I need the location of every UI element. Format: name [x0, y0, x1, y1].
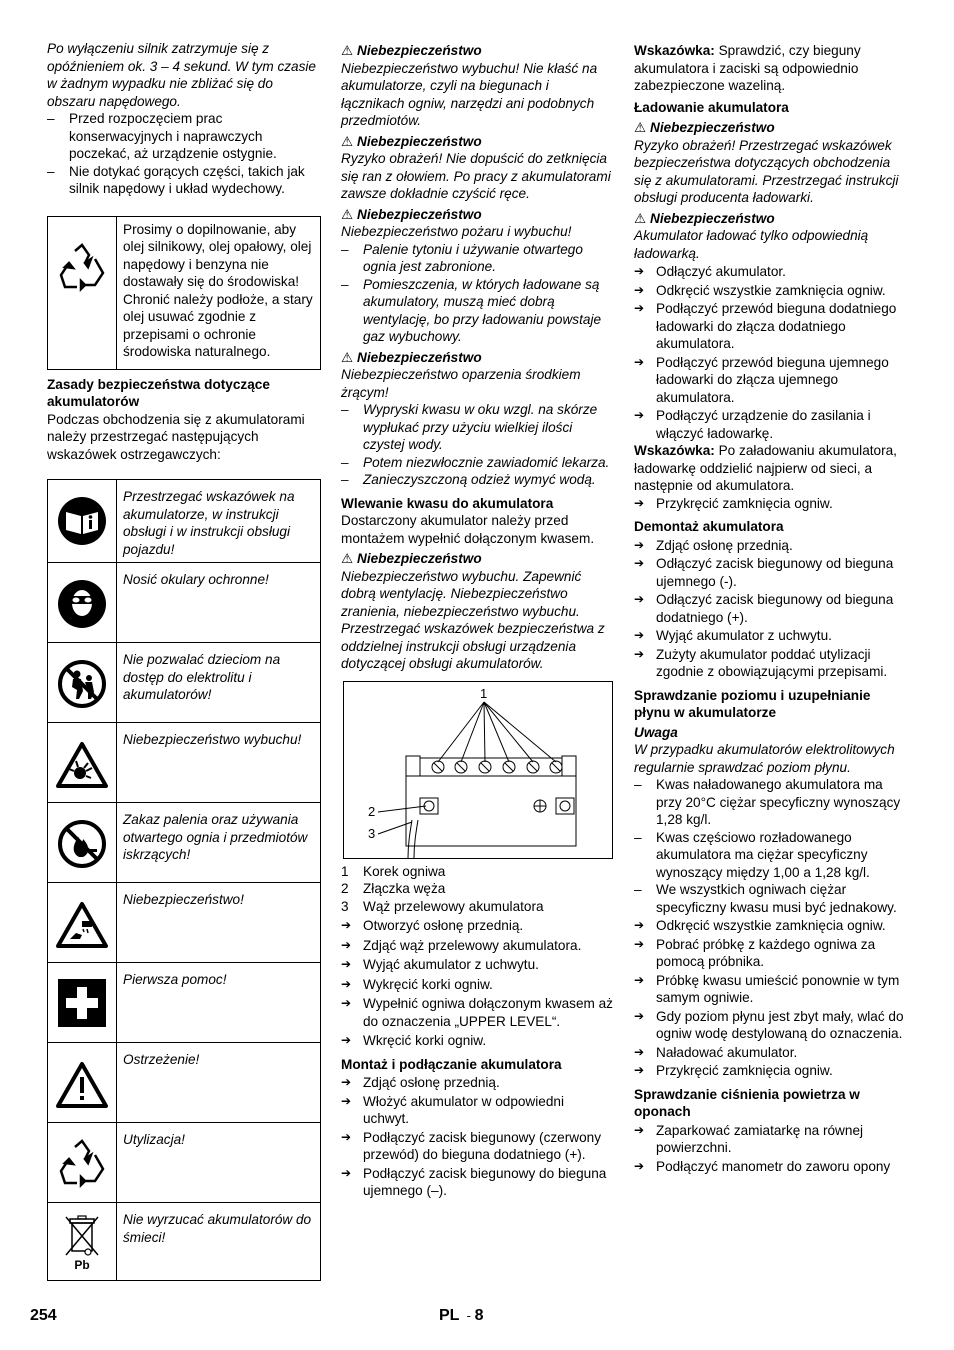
recycle-icon — [48, 216, 117, 369]
step-item: ➔ Zużyty akumulator poddać utylizacji zgodnie z obowiązującymi przepisami. — [634, 646, 906, 681]
list-item: – Pomieszczenia, w których ładowane są akumulatory, muszą mieć dobrą wentylację, bo przy ładowaniu powstaje gaz wybuchowy. — [341, 276, 613, 346]
step-item: ➔ Wykręcić korki ogniw. — [341, 976, 613, 994]
step-item: ➔ Wkręcić korki ogniw. — [341, 1032, 613, 1050]
step-item: ➔ Odłączyć zacisk biegunowy od bieguna dodatniego (+). — [634, 591, 906, 626]
table-row — [48, 563, 321, 643]
caution-label: Uwaga — [634, 724, 678, 740]
step-item: ➔ Przykręcić zamknięcia ogniw. — [634, 1062, 906, 1080]
page-footer — [0, 1307, 954, 1331]
warning-triangle-icon: ⚠ — [341, 551, 354, 566]
warning-triangle-icon: ⚠ — [634, 210, 647, 226]
warning-triangle-icon: ⚠ — [341, 43, 354, 58]
warning-text: Nie pozwalać dzieciom na dostęp do elektrolitu i akumulatorów! — [117, 643, 321, 723]
table-row — [48, 480, 321, 563]
step-item: ➔ Podłączyć zacisk biegunowy (czerwony przewód) do bieguna dodatniego (+). — [341, 1129, 613, 1164]
warning-text: Utylizacja! — [117, 1123, 321, 1203]
crossed-bin-icon — [48, 1203, 117, 1281]
note-paragraph: Wskazówka: Sprawdzić, czy bieguny akumulatora i zaciski są odpowiednio zabezpieczone wazeliną. — [634, 43, 861, 93]
warning-triangle-icon: ⚠ — [341, 133, 354, 149]
danger-text: Niebezpieczeństwo pożaru i wybuchu! — [341, 224, 572, 239]
warning-text: Zakaz palenia oraz używania otwartego ognia i przedmiotów iskrzących! — [117, 803, 321, 883]
dismount-heading: Demontaż akumulatora — [634, 519, 784, 534]
list-item: – Przed rozpoczęciem prac konserwacyjnych i naprawczych poczekać, aż urządzenie ostygnie. — [47, 110, 321, 163]
step-item: ➔ Naładować akumulator. — [634, 1044, 906, 1062]
recycle-icon — [48, 1123, 117, 1203]
goggles-icon — [48, 563, 117, 643]
tire-pressure-heading: Sprawdzanie ciśnienia powietrza w oponach — [634, 1086, 860, 1119]
column-left — [47, 40, 321, 1281]
step-item: ➔ Wyjąć akumulator z uchwytu. — [634, 627, 906, 645]
danger-text: Akumulator ładować tylko odpowiednią ładowarką. — [634, 228, 869, 261]
environment-box — [47, 216, 321, 370]
danger-heading: ⚠ Niebezpieczeństwo — [341, 43, 482, 58]
list-item: – Kwas naładowanego akumulatora ma przy 20°C ciężar specyficzny wynoszący 1,28 kg/l. — [634, 776, 906, 829]
step-item: ➔ Zdjąć wąż przelewowy akumulatora. — [341, 937, 613, 955]
battery-safety-heading: Zasady bezpieczeństwa dotyczące akumulatorów — [47, 376, 270, 409]
column-middle — [341, 40, 613, 1200]
legend-item: 3 Wąż przelewowy akumulatora — [341, 898, 544, 914]
step-item: ➔ Pobrać próbkę z każdego ogniwa za pomocą próbnika. — [634, 936, 906, 971]
warning-icon — [48, 1043, 117, 1123]
warning-text: Niebezpieczeństwo wybuchu! — [117, 723, 321, 803]
explosion-icon — [48, 723, 117, 803]
corrosive-icon — [48, 883, 117, 963]
step-item: ➔ Podłączyć urządzenie do zasilania i włączyć ładowarkę. — [634, 407, 906, 442]
warning-text: Ostrzeżenie! — [117, 1043, 321, 1123]
table-row — [48, 643, 321, 723]
danger-heading: ⚠ Niebezpieczeństwo — [634, 210, 775, 226]
warning-triangle-icon: ⚠ — [341, 206, 354, 222]
page-number: 254 — [30, 1307, 57, 1324]
step-item: ➔ Odłączyć zacisk biegunowy od bieguna ujemnego (-). — [634, 555, 906, 590]
list-item: – Potem niezwłocznie zawiadomić lekarza. — [341, 454, 613, 472]
mount-heading: Montaż i podłączanie akumulatora — [341, 1056, 562, 1072]
table-row — [48, 1203, 321, 1281]
engine-stop-note: Po wyłączeniu silnik zatrzymuje się z opóźnieniem ok. 3 – 4 sekund. W tym czasie w żadnym wypadku nie zbliżać się do obszaru napędowego. — [47, 41, 316, 109]
pb-label: Pb — [74, 1258, 90, 1272]
danger-heading: ⚠ Niebezpieczeństwo — [634, 120, 775, 135]
step-item: ➔ Odkręcić wszystkie zamknięcia ogniw. — [634, 282, 906, 300]
step-item: ➔ Przykręcić zamknięcia ogniw. — [634, 495, 906, 513]
danger-text: Ryzyko obrażeń! Nie dopuścić do zetknięcia się ran z ołowiem. Po pracy z akumulatorami zawsze dokładnie czyścić ręce. — [341, 151, 611, 201]
list-item: – Zanieczyszczoną odzież wymyć wodą. — [341, 471, 613, 489]
fill-acid-heading: Wlewanie kwasu do akumulatora — [341, 495, 554, 511]
step-item: ➔ Odłączyć akumulator. — [634, 263, 906, 281]
fill-acid-intro: Dostarczony akumulator należy przed montażem wypełnić dołączonym kwasem. — [341, 513, 595, 546]
step-item: ➔ Podłączyć manometr do zaworu opony — [634, 1158, 906, 1176]
step-item: ➔ Próbkę kwasu umieścić ponownie w tym samym ogniwie. — [634, 972, 906, 1007]
manual-icon — [48, 480, 117, 563]
warning-text: Nosić okulary ochronne! — [117, 563, 321, 643]
danger-heading: ⚠ Niebezpieczeństwo — [341, 206, 482, 222]
list-item: – We wszystkich ogniwach ciężar specyficzny kwasu musi być jednakowy. — [634, 881, 906, 916]
step-item: ➔ Podłączyć zacisk biegunowy do bieguna ujemnego (–). — [341, 1165, 613, 1200]
no-fire-icon — [48, 803, 117, 883]
charge-heading: Ładowanie akumulatora — [634, 99, 789, 115]
warning-text: Niebezpieczeństwo! — [117, 883, 321, 963]
first-aid-icon — [48, 963, 117, 1043]
table-row — [48, 1043, 321, 1123]
danger-text: Niebezpieczeństwo wybuchu! Nie kłaść na akumulatorze, czyli na biegunach i łącznikach ogniw, narzędzi ani podobnych przedmiotów. — [341, 60, 598, 128]
step-item: ➔ Podłączyć przewód bieguna dodatniego ładowarki do złącza dodatniego akumulatora. — [634, 300, 906, 353]
danger-text: Ryzyko obrażeń! Przestrzegać wskazówek bezpieczeństwa dotyczących obchodzenia się z akumulatorami. Przestrzegać instrukcji obsługi producenta ładowarki. — [634, 137, 899, 205]
danger-text: Niebezpieczeństwo oparzenia środkiem żrącym! — [341, 367, 581, 400]
table-row — [48, 803, 321, 883]
warning-text: Pierwsza pomoc! — [117, 963, 321, 1043]
step-item: ➔ Wyjąć akumulator z uchwytu. — [341, 956, 613, 974]
step-item: ➔ Gdy poziom płynu jest zbyt mały, wlać do ogniw wodę destylowaną do oznaczenia. — [634, 1008, 906, 1043]
fluid-level-heading: Sprawdzanie poziomu i uzupełnianie płynu w akumulatorze — [634, 687, 871, 720]
danger-heading: ⚠ Niebezpieczeństwo — [341, 551, 482, 566]
step-item: ➔ Wypełnić ogniwa dołączonym kwasem aż do oznaczenia „UPPER LEVEL“. — [341, 995, 613, 1030]
danger-heading: ⚠ Niebezpieczeństwo — [341, 133, 482, 149]
step-item: ➔ Zdjąć osłonę przednią. — [341, 1074, 613, 1092]
diagram-label: 2 — [368, 803, 376, 819]
danger-heading: ⚠ Niebezpieczeństwo — [341, 349, 482, 365]
step-item: ➔ Odkręcić wszystkie zamknięcia ogniw. — [634, 917, 906, 935]
no-children-icon — [48, 643, 117, 723]
environment-text: Prosimy o dopilnowanie, aby olej silnikowy, olej opałowy, olej napędowy i benzyna nie dostawały się do środowiska! Chronić należy podłoże, a stary olej usuwać zgodnie z przepisami o ochronie środowiska naturalnego. — [117, 216, 321, 369]
table-row — [48, 1123, 321, 1203]
note-paragraph: Wskazówka: Po załadowaniu akumulatora, ładowarkę oddzielić najpierw od sieci, a następnie od akumulatora. — [634, 443, 897, 493]
list-item: – Wypryski kwasu w oku wzgl. na skórze wypłukać przy użyciu wielkiej ilości czystej wody. — [341, 401, 613, 454]
step-item: ➔ Podłączyć przewód bieguna ujemnego ładowarki do złącza ujemnego akumulatora. — [634, 354, 906, 407]
danger-text: Niebezpieczeństwo wybuchu. Zapewnić dobrą wentylację. Niebezpieczeństwo zranienia, niebezpieczeństwo wybuchu. Przestrzegać wskazówek bezpieczeństwa z oddzielnej instrukcji obsługi urządzenia dotyczącej obsługi akumulatorów. — [341, 568, 605, 671]
table-row — [48, 963, 321, 1043]
language-page: PL - 8 — [439, 1307, 484, 1324]
table-row — [48, 883, 321, 963]
table-row — [48, 723, 321, 803]
warning-text: Nie wyrzucać akumulatorów do śmieci! — [117, 1203, 321, 1281]
caution-text: W przypadku akumulatorów elektrolitowych regularnie sprawdzać poziom płynu. — [634, 742, 895, 775]
warning-triangle-icon: ⚠ — [341, 349, 354, 365]
battery-safety-intro: Podczas obchodzenia się z akumulatorami należy przestrzegać następujących wskazówek ostrzegawczych: — [47, 411, 305, 462]
list-item: – Nie dotykać gorących części, takich jak silnik napędowy i układ wydechowy. — [47, 163, 321, 198]
battery-diagram — [343, 681, 613, 859]
step-item: ➔ Otworzyć osłonę przednią. — [341, 917, 613, 935]
battery-warnings-table — [47, 479, 321, 1281]
legend-item: 1 Korek ogniwa — [341, 863, 446, 879]
list-item: – Palenie tytoniu i używanie otwartego ognia jest zabronione. — [341, 241, 613, 276]
diagram-label: 3 — [368, 825, 376, 841]
warning-text: Przestrzegać wskazówek na akumulatorze, w instrukcji obsługi i w instrukcji obsługi pojazdu! — [117, 480, 321, 563]
legend-item: 2 Złączka węża — [341, 881, 446, 896]
step-item: ➔ Zdjąć osłonę przednią. — [634, 537, 906, 555]
diagram-label: 1 — [480, 685, 488, 701]
step-item: ➔ Zaparkować zamiatarkę na równej powierzchni. — [634, 1122, 906, 1157]
column-right — [634, 40, 906, 1175]
warning-triangle-icon: ⚠ — [634, 120, 647, 135]
step-item: ➔ Włożyć akumulator w odpowiedni uchwyt. — [341, 1093, 613, 1128]
list-item: – Kwas częściowo rozładowanego akumulatora ma ciężar specyficzny wynoszący między 1,00 a 1,28 kg/l. — [634, 829, 906, 882]
